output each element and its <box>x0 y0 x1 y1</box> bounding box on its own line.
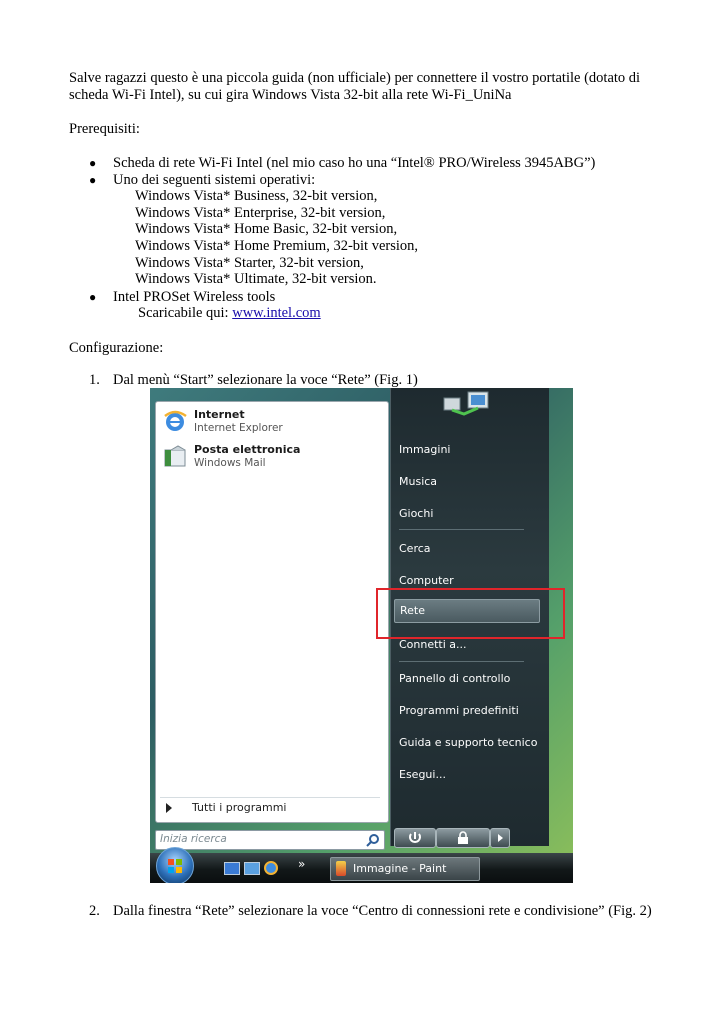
menu-item-rete: Rete <box>400 604 425 617</box>
os-item: Windows Vista* Enterprise, 32-bit version, <box>135 205 386 221</box>
menu-item-immagini[interactable]: Immagini <box>399 443 451 456</box>
menu-item-cerca[interactable]: Cerca <box>399 542 431 555</box>
prerequisites-heading: Prerequisiti: <box>69 121 140 137</box>
step-1-text: Dal menù “Start” selezionare la voce “Rete” (Fig. 1) <box>113 372 418 388</box>
network-icon <box>440 388 500 420</box>
windows-logo-icon <box>157 848 193 883</box>
intro-line-2: scheda Wi-Fi Intel), su cui gira Windows Vista 32-bit alla rete Wi-Fi_UniNa <box>69 87 512 103</box>
intel-link[interactable]: www.intel.com <box>232 305 321 321</box>
os-item: Windows Vista* Home Basic, 32-bit version, <box>135 221 398 237</box>
windows-mail-icon <box>162 444 188 470</box>
step-number: 2. <box>89 903 100 919</box>
bullet-os: Uno dei seguenti sistemi operativi: <box>113 172 316 188</box>
shutdown-options-button[interactable] <box>490 828 510 848</box>
start-menu-left-pane <box>155 401 389 823</box>
power-button[interactable] <box>394 828 436 848</box>
all-programs-button[interactable] <box>160 797 380 818</box>
highlight-frame <box>376 588 565 639</box>
quicklaunch-desktop-icon[interactable] <box>224 862 240 875</box>
menu-item-pannello[interactable]: Pannello di controllo <box>399 672 511 685</box>
taskbar <box>150 853 573 883</box>
bullet-wifi-card: Scheda di rete Wi-Fi Intel (nel mio caso ho una “Intel® PRO/Wireless 3945ABG”) <box>113 155 596 171</box>
menu-separator <box>399 661 524 662</box>
menu-item-computer[interactable]: Computer <box>399 574 454 587</box>
power-icon <box>395 829 435 847</box>
quicklaunch-switch-windows-icon[interactable] <box>244 862 260 875</box>
menu-item-esegui[interactable]: Esegui... <box>399 768 446 781</box>
pinned-internet[interactable] <box>160 406 380 438</box>
taskbar-button-label: Immagine - Paint <box>353 862 447 875</box>
lock-button[interactable] <box>436 828 490 848</box>
paint-icon <box>336 861 346 876</box>
step-number: 1. <box>89 372 100 388</box>
bullet-proset: Intel PROSet Wireless tools <box>113 289 276 305</box>
menu-item-connetti[interactable]: Connetti a... <box>399 638 467 651</box>
search-placeholder: Inizia ricerca <box>160 833 227 845</box>
bullet-marker: ● <box>89 290 97 304</box>
menu-item-musica[interactable]: Musica <box>399 475 438 488</box>
pinned-subtitle: Windows Mail <box>194 457 266 469</box>
menu-item-giochi[interactable]: Giochi <box>399 507 434 520</box>
os-item: Windows Vista* Ultimate, 32-bit version. <box>135 271 377 287</box>
search-input[interactable] <box>155 830 385 850</box>
configuration-heading: Configurazione: <box>69 340 164 356</box>
pinned-subtitle: Internet Explorer <box>194 422 283 434</box>
intro-line-1: Salve ragazzi questo è una piccola guida (non ufficiale) per connettere il vostro portatile (dotato di <box>69 70 641 86</box>
quicklaunch-overflow-chevron[interactable]: » <box>298 857 306 871</box>
os-item: Windows Vista* Business, 32-bit version, <box>135 188 378 204</box>
internet-explorer-icon <box>162 408 188 434</box>
arrow-right-icon <box>166 803 172 813</box>
arrow-right-icon <box>498 834 503 842</box>
pinned-mail[interactable] <box>160 441 380 473</box>
all-programs-label: Tutti i programmi <box>192 801 287 814</box>
start-menu-screenshot <box>150 388 573 883</box>
download-line <box>138 305 321 322</box>
menu-separator <box>399 529 524 530</box>
os-item: Windows Vista* Home Premium, 32-bit version, <box>135 238 419 254</box>
search-icon <box>366 833 380 847</box>
menu-item-guida[interactable]: Guida e supporto tecnico <box>399 736 538 749</box>
lock-icon <box>437 829 489 847</box>
pinned-title: Internet <box>194 408 245 421</box>
bullet-marker: ● <box>89 173 97 187</box>
start-orb-button[interactable] <box>156 847 194 883</box>
pinned-title: Posta elettronica <box>194 443 301 456</box>
download-label: Scaricabile qui: <box>138 305 233 321</box>
os-item: Windows Vista* Starter, 32-bit version, <box>135 255 364 271</box>
menu-item-programmi[interactable]: Programmi predefiniti <box>399 704 519 717</box>
bullet-marker: ● <box>89 156 97 170</box>
step-2-text: Dalla finestra “Rete” selezionare la voce “Centro di connessioni rete e condivisione” (Fig. 2) <box>113 903 652 919</box>
taskbar-button-paint[interactable] <box>330 857 480 881</box>
quicklaunch-internet-explorer-icon[interactable] <box>264 861 278 875</box>
